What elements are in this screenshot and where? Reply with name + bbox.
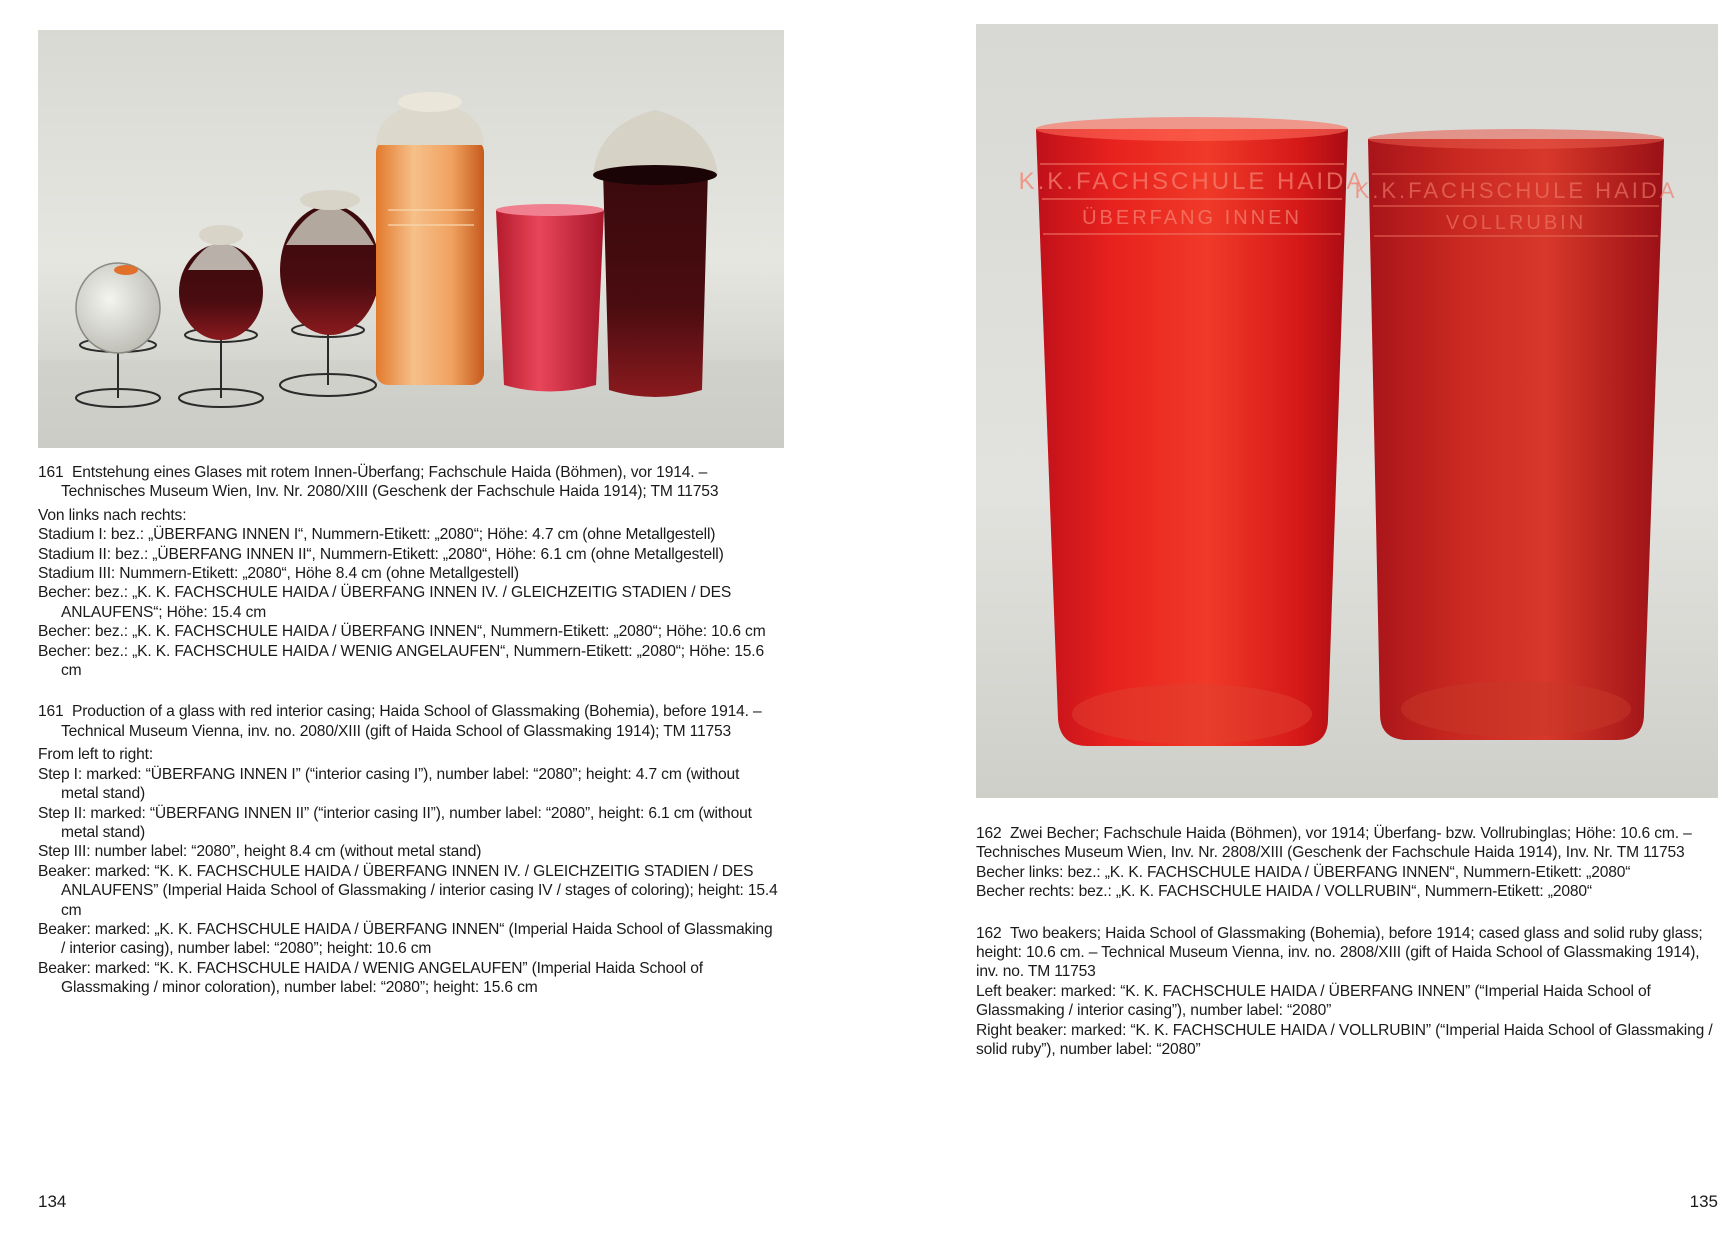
caption-161-german-title: 161 Entstehung eines Glases mit rotem Innen-Überfang; Fachschule Haida (Böhmen), vor 1914. – Technisches Museum Wien, Inv. Nr. 2080/XIII (Geschenk der Fachschule Haida 1914); TM 11753	[38, 464, 719, 501]
caption-161-german-item: Stadium III: Nummern-Etikett: „2080“, Höhe 8.4 cm (ohne Metallgestell)	[38, 565, 519, 583]
caption-161-english-item: Step III: number label: “2080”, height 8.4 cm (without metal stand)	[38, 843, 482, 861]
caption-161-english-title: 161 Production of a glass with red interior casing; Haida School of Glassmaking (Bohemia), before 1914. – Technical Museum Vienna, inv. no. 2080/XIII (gift of Haida School of Glassmaking 1914); TM 11753	[38, 703, 762, 740]
caption-161-german-item: Stadium II: bez.: „ÜBERFANG INNEN II“, Nummern-Etikett: „2080“, Höhe: 6.1 cm (ohne Metallgestell)	[38, 545, 724, 563]
right-page	[868, 0, 1736, 1238]
figure-number: 161	[38, 703, 64, 721]
left-beaker-inscription-1: K.K.FACHSCHULE HAIDA	[1018, 168, 1366, 195]
caption-161-english-item: Step I: marked: “ÜBERFANG INNEN I” (“interior casing I”), number label: “2080”; height: 4.7 cm (without metal stand)	[38, 765, 740, 803]
caption-161-german-item: Becher: bez.: „K. K. FACHSCHULE HAIDA / ÜBERFANG INNEN“, Nummern-Etikett: „2080“; Höhe: 10.6 cm	[38, 623, 766, 641]
caption-161-german-item: Becher: bez.: „K. K. FACHSCHULE HAIDA / WENIG ANGELAUFEN“, Nummern-Etikett: „2080“; Höhe: 15.6 cm	[38, 642, 764, 680]
figure-162-photo	[976, 24, 1718, 798]
figure-162-caption	[976, 824, 1716, 1059]
caption-162-english-item: Right beaker: marked: “K. K. FACHSCHULE HAIDA / VOLLRUBIN” (“Imperial Haida School of Glassmaking / solid ruby”), number label: “2080”	[976, 1021, 1713, 1059]
caption-161-english-item: Beaker: marked: “K. K. FACHSCHULE HAIDA / ÜBERFANG INNEN IV. / GLEICHZEITIG STADIEN / DES ANLAUFENS” (Imperial Haida School of Glassmaking / interior casing IV / stages of coloring); height: 15.4 cm	[38, 862, 778, 919]
page-number-left: 134	[38, 1192, 67, 1211]
right-beaker-inscription-1: K.K.FACHSCHULE HAIDA	[1354, 178, 1678, 203]
figure-number: 162	[976, 825, 1002, 842]
caption-162-english-title: 162 Two beakers; Haida School of Glassmaking (Bohemia), before 1914; cased glass and solid ruby glass; height: 10.6 cm. – Technical Museum Vienna, inv. no. 2808/XIII (gift of Haida School of Glassmaking 1914), inv. no. TM 11753	[976, 924, 1703, 981]
caption-161-english-item: Beaker: marked: „K. K. FACHSCHULE HAIDA / ÜBERFANG INNEN“ (Imperial Haida School of Glassmaking / interior casing), number label: “2080”; height: 10.6 cm	[38, 920, 773, 958]
caption-161-english-intro: From left to right:	[38, 746, 154, 764]
figure-number: 161	[38, 464, 64, 481]
caption-161-german-intro: Von links nach rechts:	[38, 506, 187, 524]
figure-number: 162	[976, 924, 1002, 942]
right-beaker-inscription-2: VOLLRUBIN	[1445, 212, 1587, 234]
page-number-right: 135	[1689, 1192, 1718, 1211]
left-beaker-inscription-2: ÜBERFANG INNEN	[1082, 207, 1302, 229]
caption-162-german-title: 162 Zwei Becher; Fachschule Haida (Böhmen), vor 1914; Überfang- bzw. Vollrubinglas; Höhe: 10.6 cm. – Technisches Museum Wien, Inv. Nr. 2808/XIII (Geschenk der Fachschule Haida 1914), Inv. Nr. TM 11753	[976, 825, 1692, 862]
caption-162-german-item: Becher rechts: bez.: „K. K. FACHSCHULE HAIDA / VOLLRUBIN“, Nummern-Etikett: „2080“	[976, 883, 1592, 901]
caption-161-german-item: Stadium I: bez.: „ÜBERFANG INNEN I“, Nummern-Etikett: „2080“; Höhe: 4.7 cm (ohne Metallgestell)	[38, 526, 716, 544]
figure-161-caption	[38, 463, 780, 998]
caption-162-german-item: Becher links: bez.: „K. K. FACHSCHULE HAIDA / ÜBERFANG INNEN“, Nummern-Etikett: „2080“	[976, 863, 1631, 881]
caption-161-english-item: Beaker: marked: “K. K. FACHSCHULE HAIDA / WENIG ANGELAUFEN” (Imperial Haida School of Glassmaking / minor coloration), number label: “2080”; height: 15.6 cm	[38, 959, 703, 997]
caption-161-english-item: Step II: marked: “ÜBERFANG INNEN II” (“interior casing II”), number label: “2080”, height: 6.1 cm (without metal stand)	[38, 804, 752, 841]
figure-161-photo	[38, 30, 784, 448]
caption-162-english-item: Left beaker: marked: “K. K. FACHSCHULE HAIDA / ÜBERFANG INNEN” (“Imperial Haida School of Glassmaking / interior casing”), number label: “2080”	[976, 982, 1651, 1020]
caption-161-german-item: Becher: bez.: „K. K. FACHSCHULE HAIDA / ÜBERFANG INNEN IV. / GLEICHZEITIG STADIEN / DES ANLAUFENS“; Höhe: 15.4 cm	[38, 584, 732, 621]
